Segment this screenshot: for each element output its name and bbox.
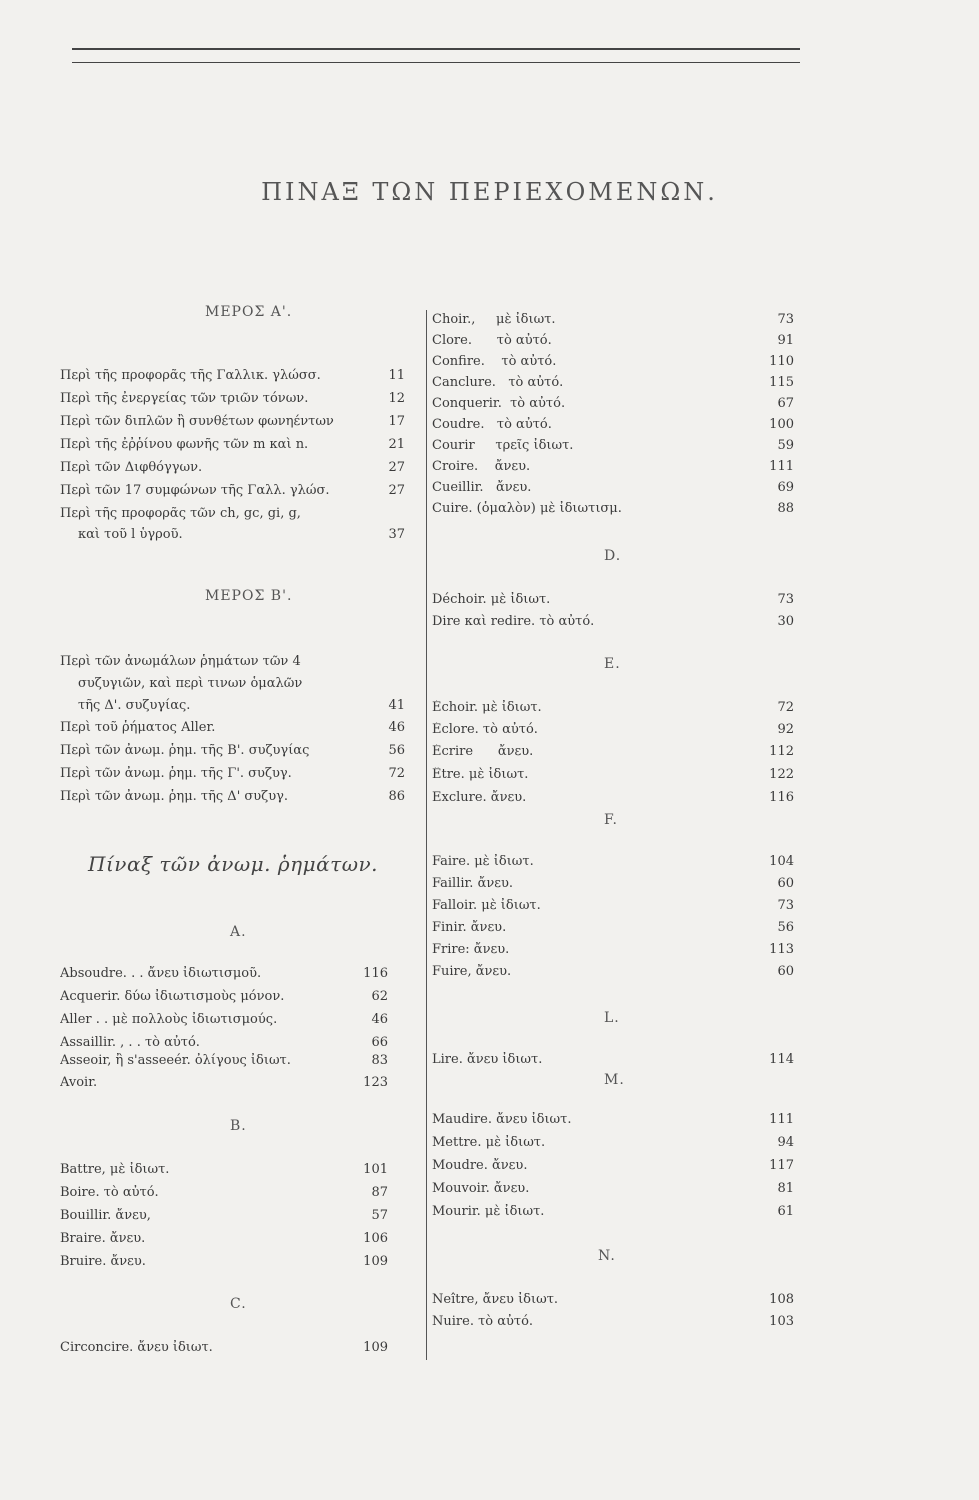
verb-entry: Aller . . μὲ πολλοὺς ἰδιωτισμούς. 46 — [60, 1012, 388, 1027]
verb-entry: Conquerir. τὸ αὐτό. 67 — [432, 396, 794, 411]
toc-entry: Περὶ τῆς ἐνεργείας τῶν τριῶν τόνων. 12 — [60, 391, 405, 406]
toc-entry: Περὶ τῶν 17 συμφώνων τῆς Γαλλ. γλώσ. 27 — [60, 483, 405, 498]
part-a-heading: ΜΕΡΟΣ Α'. — [205, 304, 293, 320]
verb-entry: Frire: ἄνευ. 113 — [432, 942, 794, 957]
verb-entry: Avoir. 123 — [60, 1075, 388, 1090]
toc-entry: Περὶ τῶν ἀνωμάλων ῥημάτων τῶν 4 — [60, 654, 301, 669]
section-letter-e: E. — [604, 656, 621, 672]
verb-entry: Absoudre. . . ἄνευ ἰδιωτισμοῦ. 116 — [60, 966, 388, 981]
verb-entry: Nuire. τὸ αὐτό. 103 — [432, 1314, 794, 1329]
toc-entry: Περὶ τῆς προφορᾶς τῆς Γαλλικ. γλώσσ. 11 — [60, 368, 405, 383]
verb-entry: Boire. τὸ αὐτό. 87 — [60, 1185, 388, 1200]
verb-entry: Clore. τὸ αὐτό. 91 — [432, 333, 794, 348]
verb-entry: Assaillir. , . . τὸ αὐτό. 66 — [60, 1035, 388, 1050]
verb-entry: Être. μὲ ἰδιωτ. 122 — [432, 767, 794, 782]
verb-entry: Circoncire. ἄνευ ἰδιωτ. 109 — [60, 1340, 388, 1355]
section-letter-l: L. — [604, 1010, 620, 1026]
verb-entry: Cuire. (ὁμαλὸν) μὲ ἰδιωτισμ. 88 — [432, 501, 794, 516]
part-b-heading: ΜΕΡΟΣ Β'. — [205, 588, 293, 604]
verb-entry: Choir., μὲ ἰδιωτ. 73 — [432, 312, 794, 327]
verb-entry: Bouillir. ἄνευ, 57 — [60, 1208, 388, 1223]
toc-entry: Περὶ τῶν Διφθόγγων. 27 — [60, 460, 405, 475]
verb-entry: Exclure. ἄνευ. 116 — [432, 790, 794, 805]
toc-entry: Περὶ τῶν διπλῶν ἢ συνθέτων φωνηέντων 17 — [60, 414, 405, 429]
toc-entry-continuation: τῆς Δ'. συζυγίας. 41 — [78, 698, 405, 713]
verb-entry: Courir τρεῖς ἰδιωτ. 59 — [432, 438, 794, 453]
verb-entry: Braire. ἄνευ. 106 — [60, 1231, 388, 1246]
toc-entry: Περὶ τῆς ἐῤῥίνου φωνῆς τῶν m καὶ n. 21 — [60, 437, 405, 452]
verb-entry: Mourir. μὲ ἰδιωτ. 61 — [432, 1204, 794, 1219]
verbs-table-title: Πίναξ τῶν ἀνωμ. ῥημάτων. — [88, 852, 379, 876]
verb-entry: Faire. μὲ ἰδιωτ. 104 — [432, 854, 794, 869]
verb-entry: Lire. ἄνευ ἰδιωτ. 114 — [432, 1052, 794, 1067]
section-letter-c: C. — [230, 1296, 247, 1312]
verb-entry: Acquerir. δύω ἰδιωτισμοὺς μόνον. 62 — [60, 989, 388, 1004]
toc-entry: Περὶ τῆς προφορᾶς τῶν ch, gc, gi, g, — [60, 506, 301, 521]
verb-entry: Cueillir. ἄνευ. 69 — [432, 480, 794, 495]
verb-entry: Confire. τὸ αὐτό. 110 — [432, 354, 794, 369]
toc-entry-continuation: καὶ τοῦ l ὑγροῦ. 37 — [78, 527, 405, 542]
toc-entry-continuation: συζυγιῶν, καὶ περὶ τινων ὁμαλῶν — [78, 676, 303, 691]
verb-entry: Canclure. τὸ αὐτό. 115 — [432, 375, 794, 390]
verb-entry: Croire. ἄνευ. 111 — [432, 459, 794, 474]
verb-entry: Bruire. ἄνευ. 109 — [60, 1254, 388, 1269]
column-divider — [426, 310, 427, 1360]
top-rule-thin — [72, 62, 800, 63]
toc-entry: Περὶ τῶν ἀνωμ. ῥημ. τῆς Β'. συζυγίας 56 — [60, 743, 405, 758]
toc-entry: Περὶ τῶν ἀνωμ. ῥημ. τῆς Δ' συζυγ. 86 — [60, 789, 405, 804]
section-letter-b: B. — [230, 1118, 247, 1134]
verb-entry: Fuire, ἄνευ. 60 — [432, 964, 794, 979]
verb-entry: Battre, μὲ ἰδιωτ. 101 — [60, 1162, 388, 1177]
verb-entry: Maudire. ἄνευ ἰδιωτ. 111 — [432, 1112, 794, 1127]
section-letter-n: N. — [598, 1248, 616, 1264]
verb-entry: Échoir. μὲ ἰδιωτ. 72 — [432, 700, 794, 715]
section-letter-f: F. — [604, 812, 618, 828]
top-rule-thick — [72, 48, 800, 50]
verb-entry: Neître, ἄνευ ἰδιωτ. 108 — [432, 1292, 794, 1307]
verb-entry: Finir. ἄνευ. 56 — [432, 920, 794, 935]
verb-entry: Mettre. μὲ ἰδιωτ. 94 — [432, 1135, 794, 1150]
toc-entry: Περὶ τῶν ἀνωμ. ῥημ. τῆς Γ'. συζυγ. 72 — [60, 766, 405, 781]
page-title: ΠΙΝΑΞ ΤΩΝ ΠΕΡΙΕΧΟΜΕΝΩΝ. — [261, 178, 718, 206]
verb-entry: Éclore. τὸ αὐτό. 92 — [432, 722, 794, 737]
verb-entry: Coudre. τὸ αὐτό. 100 — [432, 417, 794, 432]
section-letter-d: D. — [604, 548, 622, 564]
verb-entry: Falloir. μὲ ἰδιωτ. 73 — [432, 898, 794, 913]
section-letter-m: M. — [604, 1072, 625, 1088]
verb-entry: Déchoir. μὲ ἰδιωτ. 73 — [432, 592, 794, 607]
verb-entry: Dire καὶ redire. τὸ αὐτό. 30 — [432, 614, 794, 629]
toc-entry: Περὶ τοῦ ῥήματος Aller. 46 — [60, 720, 405, 735]
section-letter-a: A. — [230, 924, 247, 940]
verb-entry: Asseoir, ἢ s'asseeér. ὀλίγους ἰδιωτ. 83 — [60, 1053, 388, 1068]
verb-entry: Moudre. ἄνευ. 117 — [432, 1158, 794, 1173]
verb-entry: Mouvoir. ἄνευ. 81 — [432, 1181, 794, 1196]
verb-entry: Écrire ἄνευ. 112 — [432, 744, 794, 759]
verb-entry: Faillir. ἄνευ. 60 — [432, 876, 794, 891]
